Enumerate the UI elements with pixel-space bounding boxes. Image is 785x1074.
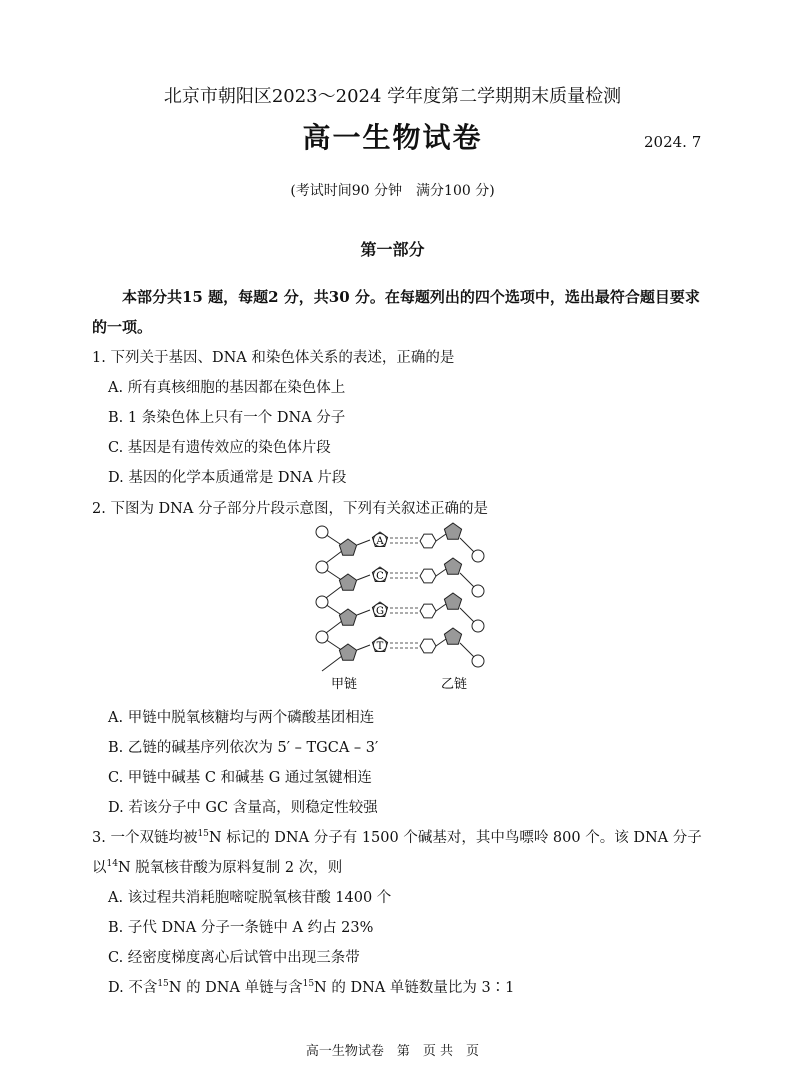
phosphate-circle xyxy=(472,655,484,667)
page-title: 高一生物试卷 xyxy=(302,121,483,154)
base-letter: G xyxy=(376,606,384,617)
sugar-pentagon xyxy=(339,609,356,625)
phosphate-circle xyxy=(472,550,484,562)
sugar-pentagon xyxy=(339,644,356,660)
phosphate-circle xyxy=(472,585,484,597)
sugar-pentagon xyxy=(339,539,356,555)
glycosidic-bond xyxy=(357,645,370,650)
part-title: 第一部分 xyxy=(360,240,425,259)
base-pair-row xyxy=(316,593,484,636)
part-instructions: 本部分共15 题，每题2 分，共30 分。在每题列出的四个选项中，选出最符合题目要求的一项。 xyxy=(92,288,700,336)
question-1-option-d: D. 基因的化学本质通常是 DNA 片段 xyxy=(108,470,347,486)
base-letter: A xyxy=(376,536,384,547)
glycosidic-bond xyxy=(357,610,370,615)
question-1-option-b: B. 1 条染色体上只有一个 DNA 分子 xyxy=(108,410,346,426)
question-2-option-a: A. 甲链中脱氧核糖均与两个磷酸基团相连 xyxy=(108,710,375,726)
phosphate-circle xyxy=(316,526,328,538)
base-letter: C xyxy=(376,571,384,582)
phosphate-circle xyxy=(316,561,328,573)
sugar-pentagon xyxy=(339,574,356,590)
base-shape xyxy=(420,639,436,653)
base-shape xyxy=(420,604,436,618)
question-3-option-b: B. 子代 DNA 分子一条链中 A 约占 23% xyxy=(108,920,374,936)
question-2-option-d: D. 若该分子中 GC 含量高，则稳定性较强 xyxy=(108,800,378,816)
question-1-option-c: C. 基因是有遗传效应的染色体片段 xyxy=(108,440,331,456)
question-3-option-d: D. 不含$^{15}$N 的 DNA 单链与含$^{15}$N 的 DNA 单链数量比为 3∶1 xyxy=(108,979,515,996)
question-3-stem-line2: 以$^{14}$N 脱氧核苷酸为原料复制 2 次，则 xyxy=(92,859,343,876)
strand-left-label: 甲链 xyxy=(330,677,358,692)
sugar-pentagon xyxy=(444,558,461,574)
glycosidic-bond xyxy=(436,534,446,541)
page-footer: 高一生物试卷 第 页 共 页 xyxy=(305,1044,480,1059)
question-3-stem-line1: 3. 一个双链均被$^{15}$N 标记的 DNA 分子有 1500 个碱基对，其中鸟嘌呤 800 个。该 DNA 分子 xyxy=(92,829,702,846)
phosphate-circle xyxy=(472,620,484,632)
phosphate-circle xyxy=(316,596,328,608)
base-pair-row xyxy=(316,628,484,671)
question-3-option-c: C. 经密度梯度离心后试管中出现三条带 xyxy=(108,950,360,966)
exam-header: 北京市朝阳区2023～2024 学年度第二学期期末质量检测 xyxy=(163,86,622,107)
phosphate-circle xyxy=(316,631,328,643)
sugar-pentagon xyxy=(444,523,461,539)
glycosidic-bond xyxy=(357,540,370,545)
sugar-pentagon xyxy=(444,593,461,609)
question-1-option-a: A. 所有真核细胞的基因都在染色体上 xyxy=(108,380,346,396)
dna-diagram xyxy=(300,520,500,695)
exam-date: 2024. 7 xyxy=(644,133,702,151)
question-1-stem: 1. 下列关于基因、DNA 和染色体关系的表述，正确的是 xyxy=(92,350,455,366)
glycosidic-bond xyxy=(357,575,370,580)
base-pair-row xyxy=(316,523,484,566)
glycosidic-bond xyxy=(436,604,446,611)
exam-info: (考试时间90 分钟 满分100 分) xyxy=(290,183,495,199)
sugar-pentagon xyxy=(444,628,461,644)
question-2-option-c: C. 甲链中碱基 C 和碱基 G 通过氢键相连 xyxy=(108,770,372,786)
question-2-stem: 2. 下图为 DNA 分子部分片段示意图，下列有关叙述正确的是 xyxy=(92,501,488,517)
question-2-option-b: B. 乙链的碱基序列依次为 5′ – TGCA – 3′ xyxy=(108,740,379,756)
glycosidic-bond xyxy=(436,639,446,646)
dna-base-pair-rows xyxy=(316,523,484,671)
strand-right-label: 乙链 xyxy=(440,677,468,692)
glycosidic-bond xyxy=(436,569,446,576)
base-shape xyxy=(420,534,436,548)
question-3-option-a: A. 该过程共消耗胞嘧啶脱氧核苷酸 1400 个 xyxy=(108,890,392,906)
base-pair-row xyxy=(316,558,484,601)
base-shape xyxy=(420,569,436,583)
base-letter: T xyxy=(376,641,384,652)
